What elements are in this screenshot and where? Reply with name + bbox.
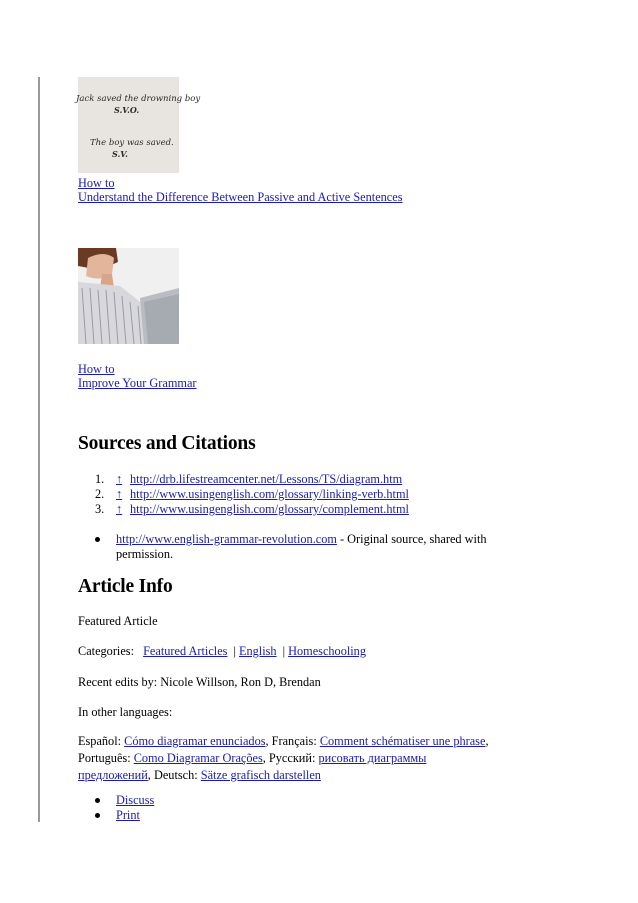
sources-heading: Sources and Citations xyxy=(78,433,256,454)
thumb-line-2: S.V.O. xyxy=(114,105,140,115)
thumbnail-passive-active[interactable] xyxy=(76,77,201,173)
back-arrow-icon[interactable]: ↑ xyxy=(116,487,123,501)
language-link-ru[interactable]: рисовать диаграммы предложений xyxy=(78,751,427,782)
language-link-pt[interactable]: Como Diagramar Orações xyxy=(133,751,263,765)
thumb-line-1: Jack saved the drowning boy xyxy=(76,94,201,104)
source-url[interactable]: http://www.usingenglish.com/glossary/complement.html xyxy=(130,502,409,516)
category-separator: | xyxy=(233,644,236,658)
left-rule xyxy=(38,77,40,822)
category-separator: | xyxy=(282,644,286,658)
bullet-icon xyxy=(95,813,100,818)
original-source-text xyxy=(116,532,508,562)
categories-line xyxy=(78,644,508,658)
bullet-icon xyxy=(95,798,100,803)
thumbnail-image xyxy=(76,77,201,173)
source-url[interactable]: http://www.usingenglish.com/glossary/linking-verb.html xyxy=(130,487,409,501)
category-link-homeschooling[interactable]: Homeschooling xyxy=(288,644,366,658)
related-article-title[interactable]: Understand the Difference Between Passive and Active Sentences xyxy=(78,190,403,204)
original-source-item xyxy=(78,532,508,562)
discuss-link[interactable]: Discuss xyxy=(116,793,155,807)
language-link-de[interactable]: Sätze grafisch darstellen xyxy=(200,768,321,782)
categories-label: Categories: xyxy=(78,644,135,658)
thumb-line-3: The boy was saved. xyxy=(90,138,174,148)
category-link-featured-articles[interactable]: Featured Articles xyxy=(143,644,228,658)
related-article-title[interactable]: Improve Your Grammar xyxy=(78,376,197,390)
action-item-discuss xyxy=(78,793,508,808)
other-languages-label: In other languages: xyxy=(78,705,173,719)
action-item-print xyxy=(78,808,508,823)
language-link-es[interactable]: Cómo diagramar enunciados xyxy=(124,734,266,748)
article-info-heading: Article Info xyxy=(78,576,173,597)
recent-edits: Recent edits by: Nicole Willson, Ron D, Brendan xyxy=(78,675,321,689)
original-source-note: - Original source, shared with permission. xyxy=(116,532,487,561)
featured-article-label: Featured Article xyxy=(78,614,158,628)
howto-label[interactable]: How to xyxy=(78,362,115,376)
bullet-icon xyxy=(95,537,100,542)
thumbnail-improve-grammar[interactable] xyxy=(78,248,179,344)
language-link-fr[interactable]: Comment schématiser une phrase xyxy=(319,734,486,748)
category-link-english[interactable]: English xyxy=(238,644,277,658)
back-arrow-icon[interactable]: ↑ xyxy=(116,472,123,486)
print-link[interactable]: Print xyxy=(116,808,140,822)
language-links: Español: Cómo diagramar enunciados, Français: Comment schématiser une phrase, Português: Como Diagramar Orações, Русский: рисовать диаграммы предложений, Deutsch: Sätze grafisch darstellen xyxy=(78,734,489,782)
language-label: Русский: xyxy=(268,751,316,765)
howto-label[interactable]: How to xyxy=(78,176,115,190)
thumb-line-4: S.V. xyxy=(112,149,128,159)
related-article-2 xyxy=(78,362,197,390)
source-url[interactable]: http://drb.lifestreamcenter.net/Lessons/TS/diagram.htm xyxy=(130,472,403,486)
language-label: Deutsch: xyxy=(153,768,198,782)
original-source-link[interactable]: http://www.english-grammar-revolution.com xyxy=(116,532,337,546)
language-label: Français: xyxy=(271,734,317,748)
source-number: 3. xyxy=(95,502,105,516)
language-label: Português: xyxy=(78,751,131,765)
language-label: Español: xyxy=(78,734,122,748)
source-number: 2. xyxy=(95,487,105,501)
back-arrow-icon[interactable]: ↑ xyxy=(116,502,123,516)
related-article-1 xyxy=(78,176,403,204)
thumbnail-photo xyxy=(78,248,179,344)
source-number: 1. xyxy=(95,472,105,486)
